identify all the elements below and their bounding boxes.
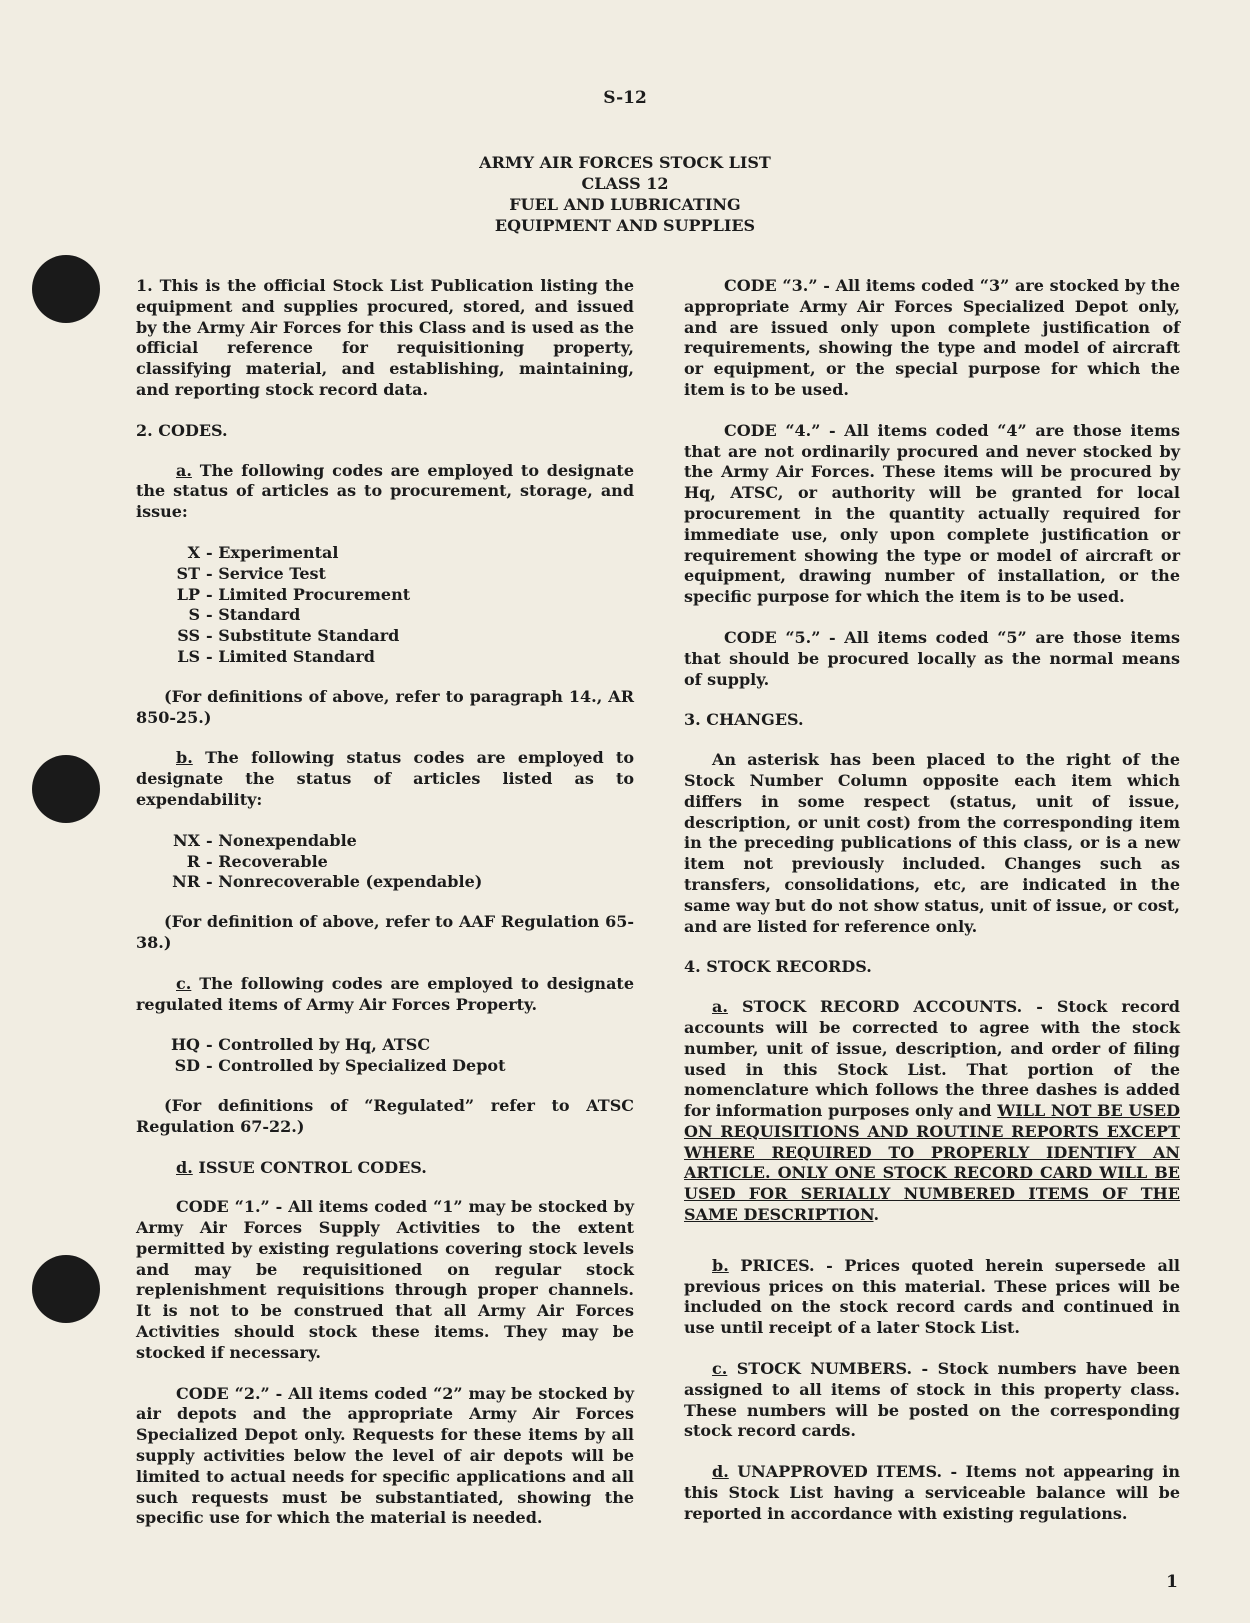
punch-hole [32, 255, 100, 323]
code-list-expendability [136, 831, 634, 893]
underlined-notice: WILL NOT BE USED ON REQUISITIONS AND ROUTINE REPORTS EXCEPT WHERE REQUIRED TO PROPERLY IDENTIFY AN ARTICLE. ONLY ONE STOCK RECORD CARD WILL BE USED FOR SERIALLY NUMBERED ITEMS OF THE SAME DESCRIPTION [684, 1101, 1180, 1225]
code-list-procurement [136, 543, 634, 668]
paragraph-2d: d. ISSUE CONTROL CODES. [176, 1157, 427, 1177]
header-line: CLASS 12 [581, 174, 669, 193]
note-2c: (For definitions of “Regulated” refer to ATSC Regulation 67-22.) [136, 1095, 634, 1136]
paragraph-4b: b. PRICES. - Prices quoted herein supersede all previous prices on this material. These prices will be included on the stock record cards and continued in use until receipt of a later Stock List. [684, 1255, 1180, 1338]
sub-letter: b. [712, 1255, 729, 1275]
list-item: X - Experimental [187, 542, 339, 562]
header-line: FUEL AND LUBRICATING [509, 195, 741, 214]
code-2-paragraph: CODE “2.” - All items coded “2” may be stocked by air depots and the appropriate Army Air Forces Specialized Depot only. Requests for these items by all supply activities below the level of air depots will be limited to actual needs for specific applications and all such requests must be substantiated, showing the specific use for which the material is needed. [136, 1383, 634, 1528]
list-item: ST - Service Test [176, 563, 326, 583]
sub-letter: a. [712, 997, 728, 1017]
note-2b: (For definition of above, refer to AAF Regulation 65-38.) [136, 912, 634, 952]
sub-letter: d. [712, 1462, 729, 1482]
section-heading-codes: 2. CODES. [136, 420, 228, 440]
code-4-paragraph: CODE “4.” - All items coded “4” are those items that are not ordinarily procured and never stocked by the Army Air Forces. These items will be procured by Hq, ATSC, or authority will be granted for local procurement in the quantity actually required for immediate use, only upon complete justification or requirement showing the type or model of aircraft or equipment, drawing number of installation, or the specific purpose for which the item is to be used. [684, 420, 1180, 607]
list-item: SS - Substitute Standard [177, 626, 400, 646]
sub-letter: d. [176, 1157, 193, 1177]
list-item: NX - Nonexpendable [172, 830, 357, 850]
sub-letter: c. [712, 1359, 728, 1379]
section-heading-stock-records: 4. STOCK RECORDS. [684, 957, 872, 977]
paragraph-1: 1. This is the official Stock List Publication listing the equipment and supplies procured, stored, and issued by the Army Air Forces for this Class and is used as the official reference for requisitioning property, classifying material, and establishing, maintaining, and reporting stock record data. [136, 276, 634, 399]
sub-letter: c. [176, 973, 192, 993]
document-header [0, 152, 1250, 236]
paragraph-4d: d. UNAPPROVED ITEMS. - Items not appearing in this Stock List having a serviceable balance will be reported in accordance with existing regulations. [684, 1462, 1180, 1523]
list-item: S - Standard [188, 605, 301, 625]
paragraph-2c: c. The following codes are employed to designate regulated items of Army Air Forces Property. [136, 973, 634, 1014]
left-column [136, 276, 634, 1549]
list-item: R - Recoverable [186, 851, 328, 871]
paragraph-4c: c. STOCK NUMBERS. - Stock numbers have been assigned to all items of stock in this property class. These numbers will be posted on the corresponding stock record cards. [684, 1359, 1180, 1441]
list-item: HQ - Controlled by Hq, ATSC [170, 1035, 431, 1055]
section-heading-changes: 3. CHANGES. [684, 710, 804, 730]
sub-letter: b. [176, 748, 193, 768]
header-line: EQUIPMENT AND SUPPLIES [494, 216, 756, 235]
list-item: SD - Controlled by Specialized Depot [174, 1056, 506, 1076]
right-column [684, 276, 1180, 1545]
page-code: S-12 [603, 88, 647, 108]
code-list-regulated [136, 1035, 634, 1077]
list-item: LS - Limited Standard [177, 646, 375, 666]
changes-paragraph: An asterisk has been placed to the right of the Stock Number Column opposite each item which differs in some respect (status, unit of issue, description, or unit cost) from the corresponding item in the preceding publications of this class, or is a new item not previously included. Changes such as transfers, consolidations, etc, are indicated in the same way but do not show status, unit of issue, or cost, and are listed for reference only. [684, 750, 1180, 936]
paragraph-2b: b. The following status codes are employed to designate the status of articles listed as to expendability: [136, 748, 634, 809]
punch-hole [32, 755, 100, 823]
header-line: ARMY AIR FORCES STOCK LIST [479, 153, 771, 172]
note-2a: (For definitions of above, refer to paragraph 14., AR 850-25.) [136, 686, 634, 727]
code-1-paragraph: CODE “1.” - All items coded “1” may be stocked by Army Air Forces Supply Activities to the extent permitted by existing regulations covering stock levels and may be requisitioned on regular stock replenishment requisitions through proper channels. It is not to be construed that all Army Air Forces Activities should stock these items. They may be stocked if necessary. [136, 1197, 634, 1362]
sub-letter: a. [176, 460, 192, 480]
page-number: 1 [1166, 1572, 1178, 1592]
code-5-paragraph: CODE “5.” - All items coded “5” are those items that should be procured locally as the normal means of supply. [684, 627, 1180, 689]
code-3-paragraph: CODE “3.” - All items coded “3” are stocked by the appropriate Army Air Forces Specialized Depot only, and are issued only upon complete justification of requirements, showing the type and model of aircraft or equipment, or the special purpose for which the item is to be used. [684, 276, 1180, 399]
paragraph-4a: a. STOCK RECORD ACCOUNTS. - Stock record accounts will be corrected to agree with the stock number, unit of issue, description, and order of filing used in this Stock List. That portion of the nomenclature which follows the three dashes is added for information purposes only and WILL NOT BE USED ON REQUISITIONS AND ROUTINE REPORTS EXCEPT WHERE REQUIRED TO PROPERLY IDENTIFY AN ARTICLE. ONLY ONE STOCK RECORD CARD WILL BE USED FOR SERIALLY NUMBERED ITEMS OF THE SAME DESCRIPTION. [684, 997, 1180, 1225]
paragraph-2a: a. The following codes are employed to designate the status of articles as to procurement, storage, and issue: [136, 460, 634, 522]
punch-hole [32, 1255, 100, 1323]
list-item: NR - Nonrecoverable (expendable) [172, 872, 483, 892]
list-item: LP - Limited Procurement [176, 584, 411, 604]
